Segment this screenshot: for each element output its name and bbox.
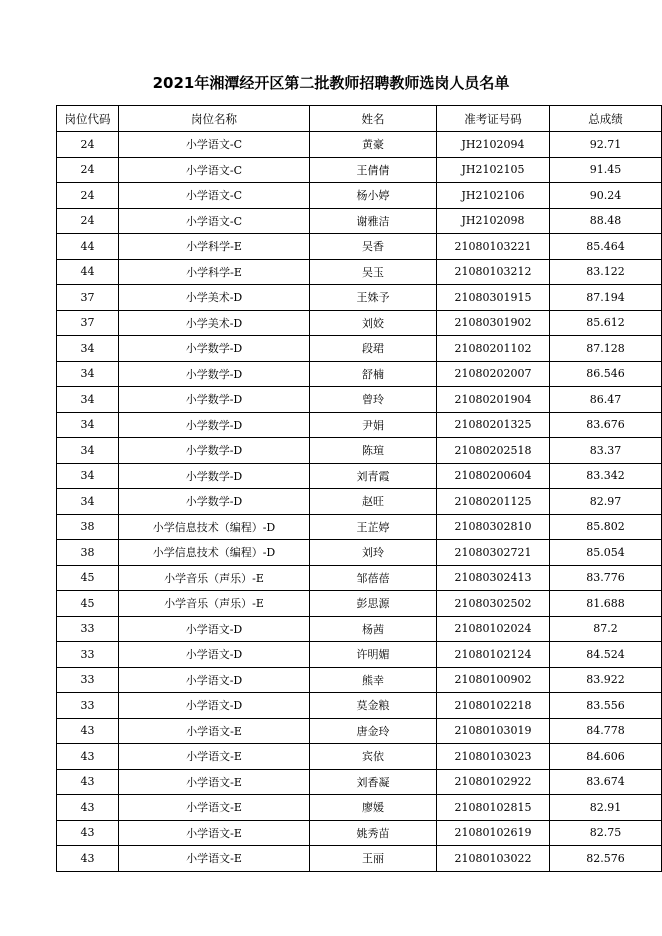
post-name-cell: 小学数学-D [119, 336, 310, 362]
post-name-cell: 小学语文-C [119, 208, 310, 234]
header-name: 姓名 [310, 106, 437, 132]
name-cell: 莫金粮 [310, 693, 437, 719]
header-exam-number: 准考证号码 [437, 106, 550, 132]
total-score-cell: 86.47 [550, 387, 662, 413]
name-cell: 赵旺 [310, 489, 437, 515]
name-cell: 杨小婷 [310, 183, 437, 209]
header-post-name: 岗位名称 [119, 106, 310, 132]
table-row [57, 489, 662, 515]
post-code-cell: 34 [57, 489, 119, 515]
post-name-cell: 小学语文-C [119, 132, 310, 158]
exam-number-cell: 21080100902 [437, 667, 550, 693]
exam-number-cell: 21080102815 [437, 795, 550, 821]
total-score-cell: 87.2 [550, 616, 662, 642]
total-score-cell: 82.97 [550, 489, 662, 515]
post-code-cell: 34 [57, 387, 119, 413]
post-name-cell: 小学信息技术（编程）-D [119, 540, 310, 566]
candidate-table [56, 105, 662, 872]
post-code-cell: 34 [57, 463, 119, 489]
post-name-cell: 小学语文-D [119, 642, 310, 668]
post-code-cell: 43 [57, 846, 119, 872]
exam-number-cell: 21080102619 [437, 820, 550, 846]
name-cell: 曾玲 [310, 387, 437, 413]
post-name-cell: 小学语文-E [119, 846, 310, 872]
post-name-cell: 小学音乐（声乐）-E [119, 565, 310, 591]
table-body [57, 132, 662, 872]
post-name-cell: 小学科学-E [119, 259, 310, 285]
post-name-cell: 小学信息技术（编程）-D [119, 514, 310, 540]
name-cell: 刘香凝 [310, 769, 437, 795]
post-name-cell: 小学数学-D [119, 361, 310, 387]
exam-number-cell: 21080201904 [437, 387, 550, 413]
post-code-cell: 24 [57, 132, 119, 158]
table-row [57, 693, 662, 719]
exam-number-cell: 21080202518 [437, 438, 550, 464]
post-code-cell: 45 [57, 591, 119, 617]
post-name-cell: 小学数学-D [119, 489, 310, 515]
total-score-cell: 83.674 [550, 769, 662, 795]
name-cell: 刘姣 [310, 310, 437, 336]
table-row [57, 795, 662, 821]
post-name-cell: 小学数学-D [119, 412, 310, 438]
post-name-cell: 小学语文-D [119, 616, 310, 642]
post-code-cell: 43 [57, 718, 119, 744]
exam-number-cell: 21080302721 [437, 540, 550, 566]
total-score-cell: 91.45 [550, 157, 662, 183]
table-row [57, 387, 662, 413]
post-code-cell: 43 [57, 795, 119, 821]
post-name-cell: 小学语文-E [119, 769, 310, 795]
name-cell: 王姝予 [310, 285, 437, 311]
exam-number-cell: 21080103023 [437, 744, 550, 770]
total-score-cell: 87.194 [550, 285, 662, 311]
table-row [57, 361, 662, 387]
table-row [57, 336, 662, 362]
table-row [57, 616, 662, 642]
post-code-cell: 34 [57, 361, 119, 387]
post-code-cell: 24 [57, 183, 119, 209]
post-name-cell: 小学语文-E [119, 820, 310, 846]
name-cell: 刘玲 [310, 540, 437, 566]
header-post-code: 岗位代码 [57, 106, 119, 132]
post-name-cell: 小学科学-E [119, 234, 310, 260]
table-row [57, 769, 662, 795]
exam-number-cell: 21080301915 [437, 285, 550, 311]
total-score-cell: 83.676 [550, 412, 662, 438]
name-cell: 宾依 [310, 744, 437, 770]
table-row [57, 132, 662, 158]
name-cell: 吴香 [310, 234, 437, 260]
table-row [57, 667, 662, 693]
exam-number-cell: 21080200604 [437, 463, 550, 489]
table-row [57, 463, 662, 489]
exam-number-cell: 21080302413 [437, 565, 550, 591]
total-score-cell: 85.802 [550, 514, 662, 540]
table-row [57, 718, 662, 744]
post-code-cell: 38 [57, 540, 119, 566]
exam-number-cell: 21080102218 [437, 693, 550, 719]
post-name-cell: 小学语文-D [119, 667, 310, 693]
table-row [57, 565, 662, 591]
post-code-cell: 33 [57, 667, 119, 693]
name-cell: 王丽 [310, 846, 437, 872]
total-score-cell: 83.342 [550, 463, 662, 489]
header-total-score: 总成绩 [550, 106, 662, 132]
table-row [57, 514, 662, 540]
total-score-cell: 84.778 [550, 718, 662, 744]
table-row [57, 591, 662, 617]
table-row [57, 540, 662, 566]
total-score-cell: 92.71 [550, 132, 662, 158]
exam-number-cell: 21080103212 [437, 259, 550, 285]
post-code-cell: 34 [57, 336, 119, 362]
post-code-cell: 43 [57, 820, 119, 846]
post-name-cell: 小学数学-D [119, 387, 310, 413]
exam-number-cell: 21080302502 [437, 591, 550, 617]
post-name-cell: 小学语文-D [119, 693, 310, 719]
post-code-cell: 24 [57, 157, 119, 183]
table-row [57, 642, 662, 668]
name-cell: 黄豪 [310, 132, 437, 158]
exam-number-cell: 21080302810 [437, 514, 550, 540]
post-code-cell: 44 [57, 259, 119, 285]
exam-number-cell: 21080301902 [437, 310, 550, 336]
exam-number-cell: 21080103221 [437, 234, 550, 260]
name-cell: 熊幸 [310, 667, 437, 693]
name-cell: 段珺 [310, 336, 437, 362]
name-cell: 彭思源 [310, 591, 437, 617]
name-cell: 舒楠 [310, 361, 437, 387]
name-cell: 尹娟 [310, 412, 437, 438]
table-row [57, 412, 662, 438]
post-code-cell: 37 [57, 285, 119, 311]
exam-number-cell: 21080202007 [437, 361, 550, 387]
total-score-cell: 83.122 [550, 259, 662, 285]
name-cell: 王芷婷 [310, 514, 437, 540]
total-score-cell: 83.556 [550, 693, 662, 719]
document-title: 2021年湘潭经开区第二批教师招聘教师选岗人员名单 [152, 74, 510, 92]
table-row [57, 208, 662, 234]
name-cell: 谢雅洁 [310, 208, 437, 234]
exam-number-cell: JH2102106 [437, 183, 550, 209]
exam-number-cell: JH2102105 [437, 157, 550, 183]
total-score-cell: 82.576 [550, 846, 662, 872]
exam-number-cell: 21080102024 [437, 616, 550, 642]
exam-number-cell: 21080102922 [437, 769, 550, 795]
total-score-cell: 83.776 [550, 565, 662, 591]
exam-number-cell: 21080102124 [437, 642, 550, 668]
total-score-cell: 81.688 [550, 591, 662, 617]
table-row [57, 438, 662, 464]
total-score-cell: 90.24 [550, 183, 662, 209]
exam-number-cell: JH2102098 [437, 208, 550, 234]
name-cell: 陈瑄 [310, 438, 437, 464]
exam-number-cell: 21080201125 [437, 489, 550, 515]
post-code-cell: 24 [57, 208, 119, 234]
name-cell: 吴玉 [310, 259, 437, 285]
post-name-cell: 小学语文-C [119, 183, 310, 209]
total-score-cell: 85.612 [550, 310, 662, 336]
total-score-cell: 87.128 [550, 336, 662, 362]
total-score-cell: 85.464 [550, 234, 662, 260]
post-name-cell: 小学语文-E [119, 744, 310, 770]
post-code-cell: 43 [57, 744, 119, 770]
total-score-cell: 83.922 [550, 667, 662, 693]
exam-number-cell: JH2102094 [437, 132, 550, 158]
name-cell: 唐金玲 [310, 718, 437, 744]
table-header-row [57, 106, 662, 132]
post-code-cell: 38 [57, 514, 119, 540]
total-score-cell: 88.48 [550, 208, 662, 234]
post-code-cell: 37 [57, 310, 119, 336]
table-row [57, 285, 662, 311]
post-name-cell: 小学语文-C [119, 157, 310, 183]
name-cell: 王倩倩 [310, 157, 437, 183]
post-code-cell: 43 [57, 769, 119, 795]
name-cell: 廖媛 [310, 795, 437, 821]
table-row [57, 234, 662, 260]
post-name-cell: 小学语文-E [119, 795, 310, 821]
name-cell: 邹蓓蓓 [310, 565, 437, 591]
total-score-cell: 82.91 [550, 795, 662, 821]
post-code-cell: 34 [57, 438, 119, 464]
total-score-cell: 84.606 [550, 744, 662, 770]
post-code-cell: 45 [57, 565, 119, 591]
table-row [57, 183, 662, 209]
exam-number-cell: 21080201325 [437, 412, 550, 438]
exam-number-cell: 21080103022 [437, 846, 550, 872]
post-name-cell: 小学语文-E [119, 718, 310, 744]
post-code-cell: 33 [57, 616, 119, 642]
table-row [57, 744, 662, 770]
post-name-cell: 小学数学-D [119, 463, 310, 489]
post-code-cell: 33 [57, 642, 119, 668]
total-score-cell: 83.37 [550, 438, 662, 464]
total-score-cell: 84.524 [550, 642, 662, 668]
table-row [57, 820, 662, 846]
exam-number-cell: 21080201102 [437, 336, 550, 362]
post-name-cell: 小学数学-D [119, 438, 310, 464]
total-score-cell: 86.546 [550, 361, 662, 387]
post-code-cell: 33 [57, 693, 119, 719]
name-cell: 姚秀苗 [310, 820, 437, 846]
post-name-cell: 小学美术-D [119, 285, 310, 311]
post-code-cell: 34 [57, 412, 119, 438]
total-score-cell: 82.75 [550, 820, 662, 846]
exam-number-cell: 21080103019 [437, 718, 550, 744]
table-row [57, 310, 662, 336]
post-name-cell: 小学美术-D [119, 310, 310, 336]
name-cell: 杨茜 [310, 616, 437, 642]
post-name-cell: 小学音乐（声乐）-E [119, 591, 310, 617]
name-cell: 许明媚 [310, 642, 437, 668]
table-row [57, 259, 662, 285]
post-code-cell: 44 [57, 234, 119, 260]
name-cell: 刘青霞 [310, 463, 437, 489]
total-score-cell: 85.054 [550, 540, 662, 566]
table-row [57, 846, 662, 872]
table-row [57, 157, 662, 183]
